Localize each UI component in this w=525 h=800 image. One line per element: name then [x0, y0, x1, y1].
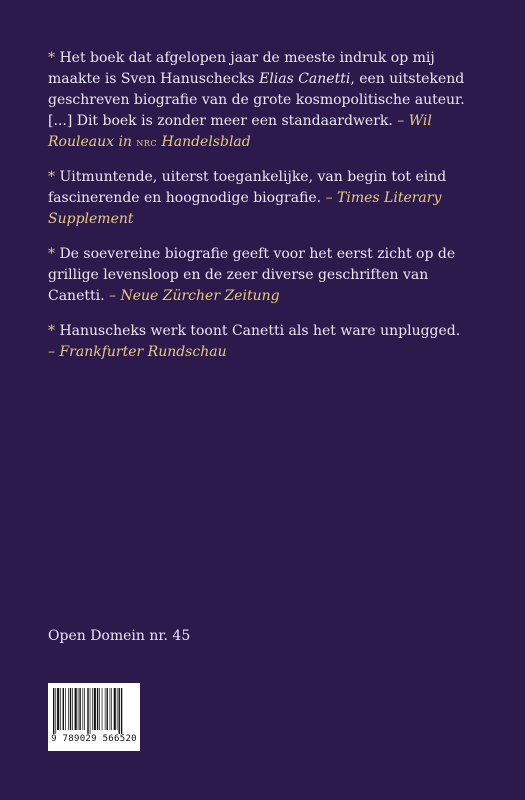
- quote-source-suffix: Handelsblad: [157, 134, 251, 150]
- quote-source: – Frankfurter Rundschau: [48, 344, 227, 360]
- review-quote-tls: [48, 167, 484, 230]
- quote-source: – Times Literary Supplement: [48, 190, 442, 227]
- quote-asterisk: *: [48, 246, 55, 262]
- series-label: Open Domein nr. 45: [48, 628, 191, 644]
- book-title: Elias Canetti: [259, 71, 351, 87]
- isbn-barcode: [48, 683, 140, 751]
- quote-asterisk: *: [48, 323, 55, 339]
- quote-asterisk: *: [48, 50, 55, 66]
- isbn-number: 9 789029 566520: [51, 734, 137, 744]
- quote-source-prefix: – Wil Rouleaux in: [48, 113, 432, 150]
- review-quote-fr: [48, 321, 484, 363]
- review-quote-nrc: [48, 48, 484, 153]
- quote-text: Hanuscheks werk toont Canetti als het ware unplugged.: [55, 323, 461, 339]
- barcode-icon: [52, 688, 136, 734]
- review-quote-nzz: [48, 244, 484, 307]
- quote-source: – Neue Zürcher Zeitung: [109, 288, 280, 304]
- quote-text-continued: , een uitstekend geschreven biografie van de grote kosmopolitische auteur. [...] Dit boek is zonder meer een standaardwerk.: [48, 71, 465, 129]
- quote-asterisk: *: [48, 169, 55, 185]
- quote-source-caps: nrc: [136, 136, 158, 149]
- review-quotes: [48, 48, 484, 377]
- quote-text: De soevereine biografie geeft voor het eerst zicht op de grillige levensloop en de zeer diverse geschriften van Canetti.: [48, 246, 456, 304]
- quote-text: Het boek dat afgelopen jaar de meeste indruk op mij maakte is Sven Hanuschecks: [48, 50, 435, 87]
- quote-text: Uitmuntende, uiterst toegankelijke, van begin tot eind fascinerende en hoognodige biografie.: [48, 169, 447, 206]
